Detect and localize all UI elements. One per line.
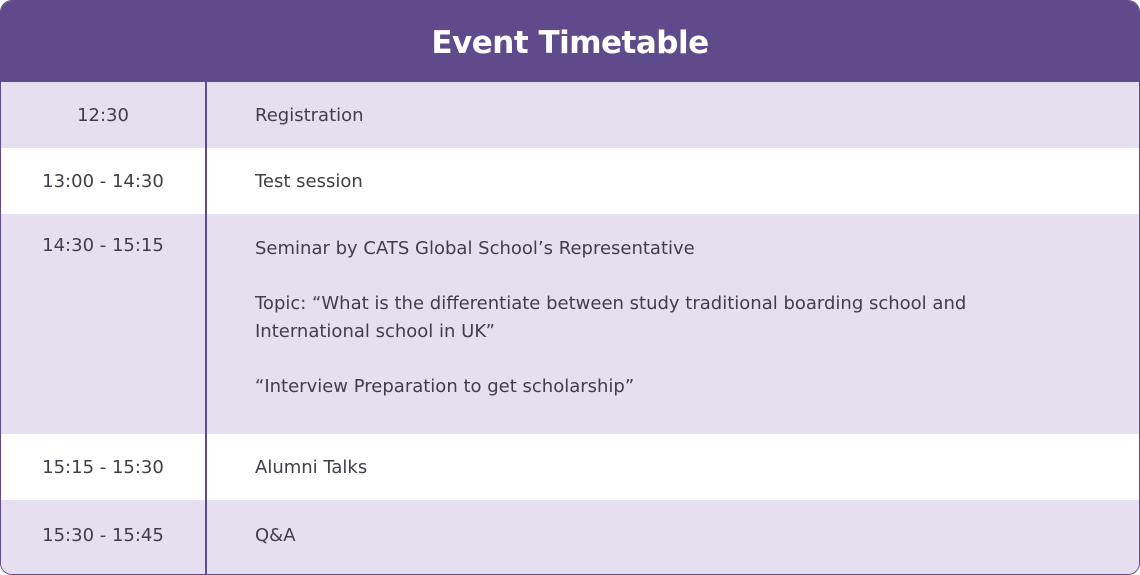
table-row — [1, 82, 1139, 148]
description-cell — [207, 214, 1139, 434]
table-row — [1, 214, 1139, 434]
seminar-subtopic: “Interview Preparation to get scholarship” — [255, 376, 635, 397]
description-cell: Registration — [255, 104, 364, 126]
description-cell: Q&A — [255, 524, 296, 546]
description-cell: Test session — [255, 170, 363, 192]
time-cell: 15:15 - 15:30 — [1, 434, 207, 500]
time-cell: 14:30 - 15:15 — [1, 214, 207, 434]
table-row — [1, 500, 1139, 574]
table-row — [1, 434, 1139, 500]
time-cell: 12:30 — [1, 82, 207, 148]
timetable-header — [1, 1, 1139, 82]
time-cell: 13:00 - 14:30 — [1, 148, 207, 214]
seminar-title: Seminar by CATS Global School’s Representative — [255, 238, 695, 259]
description-cell: Alumni Talks — [255, 456, 368, 478]
seminar-topic: Topic: “What is the differentiate between study traditional boarding school and International school in UK” — [255, 293, 967, 342]
time-cell: 15:30 - 15:45 — [1, 500, 207, 574]
table-row — [1, 148, 1139, 214]
timetable-title: Event Timetable — [431, 24, 709, 61]
